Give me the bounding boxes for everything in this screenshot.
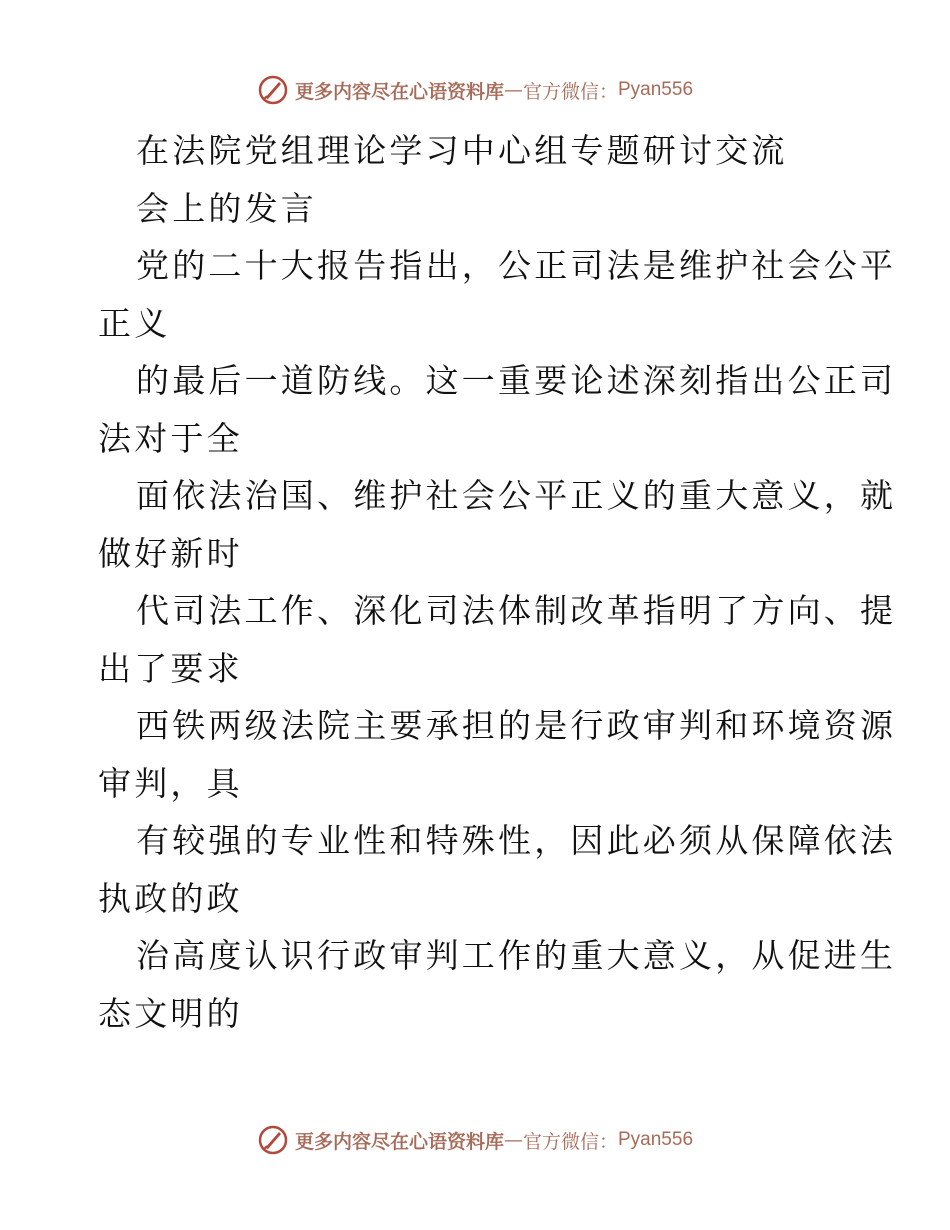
watermark-brand-text: 更多内容尽在心语资料库	[294, 1130, 504, 1153]
text-line: 在法院党组理论学习中心组专题研讨交流	[136, 131, 788, 170]
text-line: 代司法工作、深化司法体制改革指明了方向、提	[136, 591, 897, 630]
quill-logo-icon	[257, 74, 289, 106]
watermark-account: Pyan556	[618, 79, 694, 100]
header-watermark-banner	[0, 70, 950, 110]
text-line: 正义	[98, 303, 171, 343]
text-line: 执政的政	[98, 878, 243, 918]
watermark-official-label: 官方微信：	[522, 1130, 618, 1153]
text-line: 法对于全	[98, 418, 243, 458]
text-line: 做好新时	[98, 533, 243, 573]
text-line: 有较强的专业性和特殊性，因此必须从保障依法	[136, 821, 897, 860]
text-line: 治高度认识行政审判工作的重大意义，从促进生	[136, 936, 897, 975]
quill-logo-icon	[257, 1124, 289, 1156]
text-line: 西铁两级法院主要承担的是行政审判和环境资源	[136, 706, 897, 745]
watermark-brand-text: 更多内容尽在心语资料库	[294, 80, 504, 103]
text-line: 审判，具	[98, 763, 243, 803]
text-line: 党的二十大报告指出，公正司法是维护社会公平	[136, 246, 897, 285]
watermark-dash: —	[503, 1129, 523, 1151]
text-line: 的最后一道防线。这一重要论述深刻指出公正司	[136, 361, 897, 400]
watermark-official-label: 官方微信：	[522, 80, 618, 103]
text-line: 面依法治国、维护社会公平正义的重大意义，就	[136, 476, 897, 515]
text-line: 态文明的	[98, 993, 243, 1033]
text-line: 会上的发言	[136, 188, 317, 228]
footer-watermark-banner	[0, 1120, 950, 1160]
text-line: 出了要求	[98, 648, 243, 688]
document-body	[98, 122, 897, 1042]
watermark-dash: —	[503, 79, 523, 101]
watermark-account: Pyan556	[618, 1129, 694, 1150]
